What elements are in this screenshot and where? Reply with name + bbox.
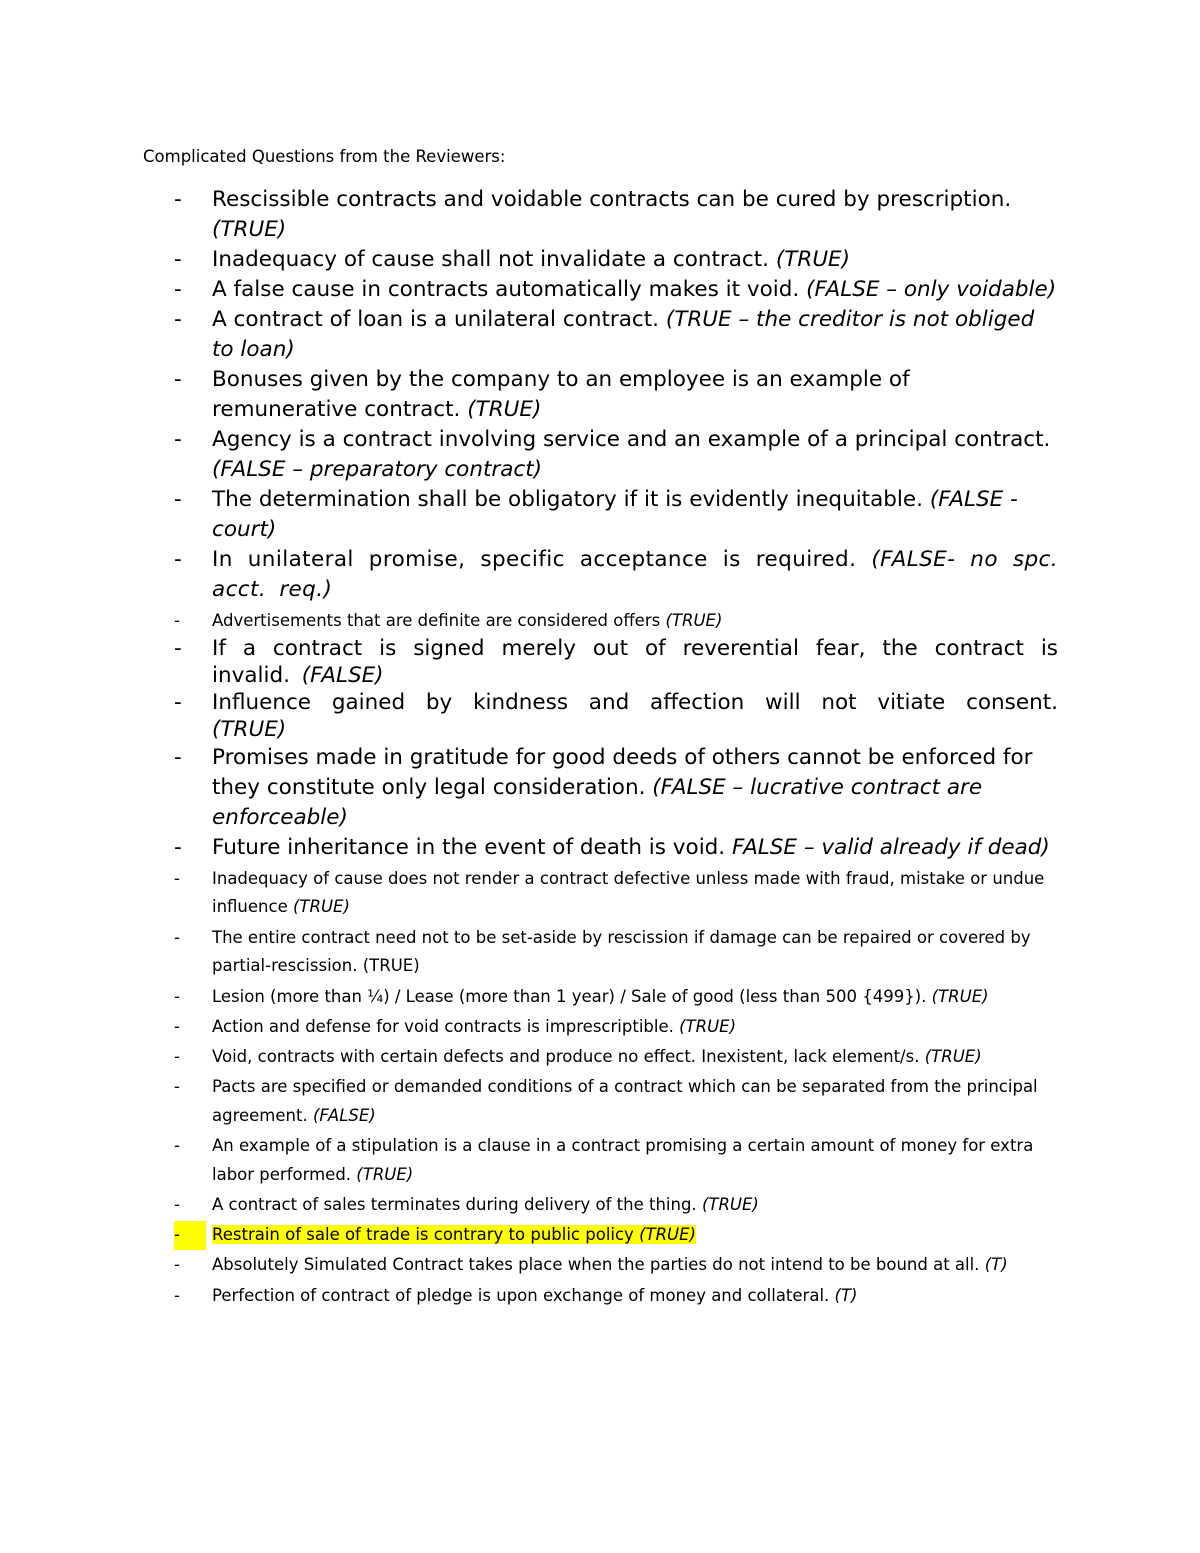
list-item	[174, 305, 1058, 365]
item-answer: (TRUE)	[639, 1225, 696, 1245]
list-item	[174, 924, 1058, 981]
bullet-dash: -	[174, 427, 182, 452]
bullet-dash: -	[174, 610, 180, 630]
highlighted-list-item	[174, 1221, 1058, 1250]
item-answer: (TRUE)	[924, 1046, 982, 1066]
list-item	[174, 743, 1058, 833]
bullet-dash: -	[174, 1077, 180, 1097]
bullet-dash: -	[174, 927, 180, 947]
item-text: Bonuses given by the company to an employee is an example of remunerative contract.	[212, 367, 910, 422]
list-item	[174, 865, 1058, 922]
item-answer: FALSE – valid already if dead)	[731, 835, 1050, 861]
list-item	[174, 545, 1058, 605]
item-answer: (FALSE)	[301, 663, 384, 689]
item-answer: (TRUE – the creditor is not obliged to loan)	[212, 307, 1035, 362]
item-text: Absolutely Simulated Contract takes place when the parties do not intend to be bound at all.	[212, 1255, 985, 1275]
item-text: Action and defense for void contracts is imprescriptible.	[212, 1016, 680, 1036]
bullet-dash: -	[174, 487, 182, 512]
item-answer: (FALSE – lucrative contract are enforceable)	[212, 775, 983, 831]
item-answer: (TRUE)	[931, 986, 989, 1006]
bullet-dash: -	[174, 1221, 206, 1250]
item-text: The determination shall be obligatory if it is evidently inequitable.	[212, 487, 930, 512]
item-answer: (TRUE)	[356, 1164, 414, 1184]
list-item	[174, 1282, 1058, 1311]
list-item	[174, 689, 1058, 743]
item-text: A false cause in contracts automatically makes it void.	[212, 277, 807, 302]
bullet-dash: -	[174, 1046, 180, 1066]
item-text: Rescissible contracts and voidable contracts can be cured by prescription.	[212, 187, 1012, 212]
item-text: A contract of sales terminates during delivery of the thing.	[212, 1194, 702, 1214]
bullet-dash: -	[174, 367, 182, 392]
bullet-dash: -	[174, 247, 182, 272]
bullet-dash: -	[174, 187, 182, 212]
bullet-dash: -	[174, 1136, 180, 1156]
item-text: Perfection of contract of pledge is upon exchange of money and collateral.	[212, 1285, 835, 1305]
list-item	[174, 365, 1058, 425]
item-answer: (TRUE)	[701, 1194, 759, 1214]
item-answer: (FALSE -court)	[212, 487, 1018, 542]
list-item	[174, 1073, 1058, 1130]
item-answer: (T)	[834, 1285, 858, 1305]
item-text: In unilateral promise, specific acceptance is required.	[212, 547, 872, 572]
bullet-dash: -	[174, 835, 182, 861]
item-answer: (TRUE)	[212, 717, 287, 743]
list-item	[174, 1013, 1058, 1042]
bullet-dash: -	[174, 547, 183, 572]
bullet-dash: -	[174, 636, 182, 662]
item-answer: (FALSE)	[312, 1105, 376, 1125]
item-answer: (FALSE – only voidable)	[806, 277, 1057, 302]
list-item	[174, 245, 1058, 275]
item-answer: (FALSE – preparatory contract)	[212, 457, 543, 482]
item-text: Advertisements that are definite are considered offers	[212, 610, 666, 630]
list-item	[174, 833, 1058, 863]
item-text: Promises made in gratitude for good deeds of others cannot be enforced for they constitute only legal consideration.	[212, 745, 1033, 801]
item-text: Void, contracts with certain defects and produce no effect. Inexistent, lack element/s.	[212, 1046, 925, 1066]
list-item	[174, 983, 1058, 1012]
item-text: Pacts are specified or demanded conditions of a contract which can be separated from the principal agreement.	[212, 1077, 1038, 1125]
list-item	[174, 485, 1058, 545]
item-text: Restrain of sale of trade is contrary to public policy	[212, 1225, 640, 1245]
item-text: Influence gained by kindness and affection will not vitiate consent.	[212, 690, 1058, 716]
bullet-dash: -	[174, 307, 182, 332]
item-text: The entire contract need not to be set-aside by rescission if damage can be repaired or covered by partial-rescission. (TRUE)	[212, 927, 1031, 976]
bullet-dash: -	[174, 1016, 180, 1036]
list-item	[174, 1132, 1058, 1189]
bullet-dash: -	[174, 1194, 180, 1214]
bullet-dash: -	[174, 1285, 180, 1305]
bullet-dash: -	[174, 868, 180, 888]
item-text: Lesion (more than ¼) / Lease (more than 1 year) / Sale of good (less than 500 {499}).	[212, 986, 932, 1006]
item-text: A contract of loan is a unilateral contract.	[212, 307, 666, 332]
item-answer: (TRUE)	[292, 897, 350, 917]
bullet-dash: -	[174, 277, 182, 302]
bullet-dash: -	[174, 1255, 180, 1275]
item-answer: (TRUE)	[665, 610, 723, 630]
list-item	[174, 1251, 1058, 1280]
item-text: An example of a stipulation is a clause in a contract promising a certain amount of money for extra labor performed.	[212, 1136, 1034, 1184]
question-list	[174, 185, 1058, 1310]
list-item	[174, 607, 1058, 636]
list-item	[174, 635, 1058, 689]
list-item	[174, 275, 1058, 305]
item-text: Inadequacy of cause does not render a contract defective unless made with fraud, mistake or undue influence	[212, 868, 1045, 917]
item-answer: (TRUE)	[212, 217, 287, 242]
item-answer: (TRUE)	[467, 397, 542, 422]
bullet-dash: -	[174, 690, 182, 716]
item-answer: (T)	[984, 1255, 1008, 1275]
item-text: Future inheritance in the event of death is void.	[212, 835, 732, 861]
list-item	[174, 185, 1058, 245]
item-text: Inadequacy of cause shall not invalidate a contract.	[212, 247, 776, 272]
bullet-dash: -	[174, 745, 182, 771]
list-item	[174, 1191, 1058, 1220]
item-text: If a contract is signed merely out of reverential fear, the contract is invalid.	[212, 636, 1058, 689]
item-answer: (TRUE)	[679, 1016, 737, 1036]
list-item	[174, 425, 1058, 485]
item-answer: (TRUE)	[775, 247, 851, 272]
list-item	[174, 1043, 1058, 1072]
page-title: Complicated Questions from the Reviewers:	[143, 147, 506, 166]
bullet-dash: -	[174, 986, 180, 1006]
item-text: Agency is a contract involving service and an example of a principal contract.	[212, 427, 1051, 452]
item-answer: (FALSE- no spc. acct. req.)	[212, 547, 1059, 602]
